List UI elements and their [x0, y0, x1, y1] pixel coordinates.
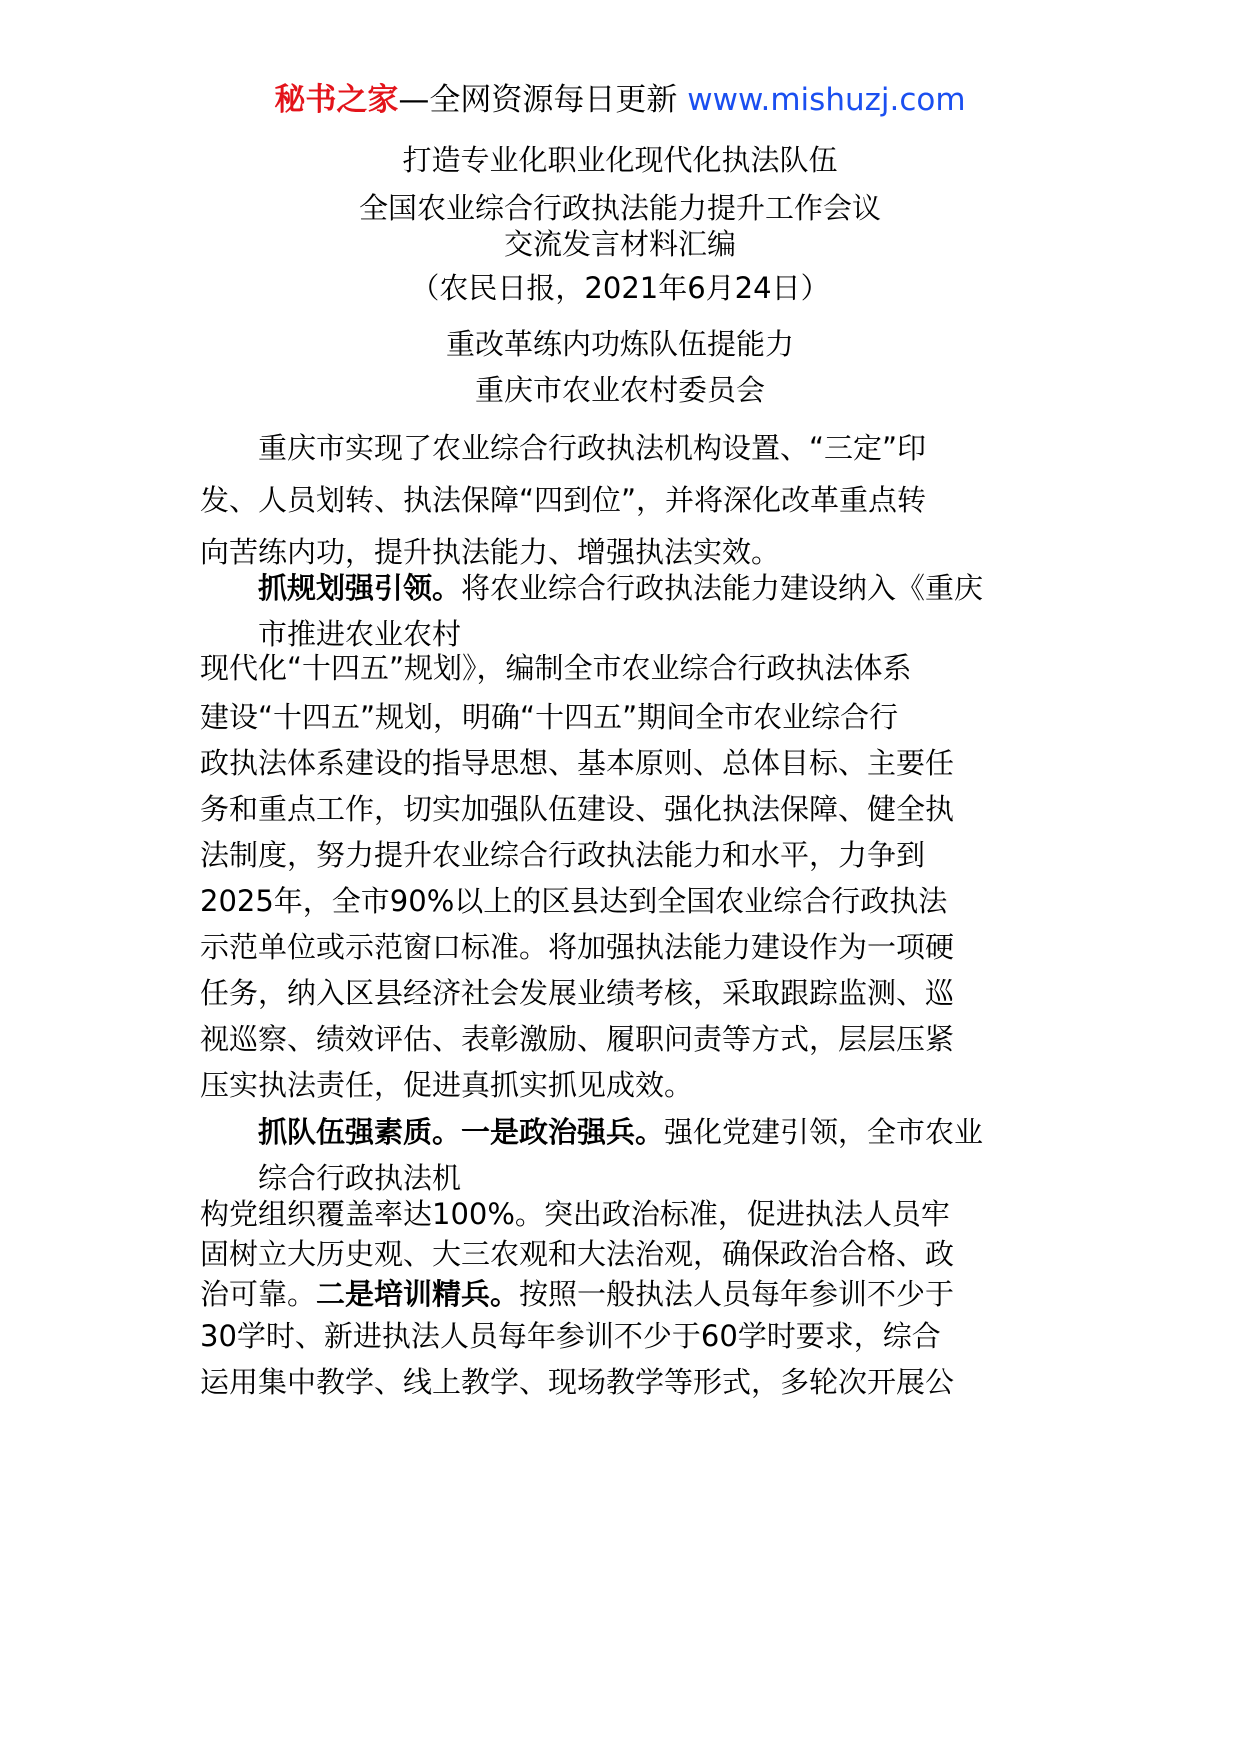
section-author: 重庆市农业农村委员会	[474, 373, 765, 407]
text-segment: 按照一般执法人员每年参训不少于	[519, 1277, 955, 1311]
text-line: 现代化“十四五”规划》，编制全市农业综合行政执法体系	[200, 651, 912, 685]
doc-source-line: （农民日报，2021年6月24日）	[410, 271, 830, 305]
site-tagline: —全网资源每日更新	[398, 82, 678, 118]
text-line	[200, 562, 1070, 614]
text-line: 重庆市实现了农业综合行政执法机构设置、“三定”印	[258, 431, 927, 465]
site-url-link[interactable]: www.mishuzj.com	[687, 82, 966, 118]
site-banner	[0, 80, 1240, 120]
text-line	[200, 1106, 1070, 1158]
doc-title-line-3: 交流发言材料汇编	[503, 227, 736, 261]
text-line: 政执法体系建设的指导思想、基本原则、总体目标、主要任	[200, 746, 955, 780]
text-line: 务和重点工作，切实加强队伍建设、强化执法保障、健全执	[200, 792, 955, 826]
paragraph-team	[200, 1106, 1070, 1198]
text-line: 向苦练内功，提升执法能力、增强执法实效。	[200, 535, 781, 569]
text-line: 运用集中教学、线上教学、现场教学等形式，多轮次开展公	[200, 1365, 955, 1399]
text-line: 市推进农业农村	[258, 617, 462, 651]
sub-heading: 一是政治强兵。	[461, 1115, 665, 1149]
text-line: 综合行政执法机	[258, 1161, 462, 1195]
text-line: 任务，纳入区县经济社会发展业绩考核，采取跟踪监测、巡	[200, 976, 955, 1010]
paragraph-planning-cont	[200, 642, 1070, 1108]
text-line: 示范单位或示范窗口标准。将加强执法能力建设作为一项硬	[200, 930, 955, 964]
text-line: 30学时、新进执法人员每年参训不少于60学时要求，综合	[200, 1319, 941, 1353]
text-line: 发、人员划转、执法保障“四到位”，并将深化改革重点转	[200, 483, 927, 517]
doc-title-line-2: 全国农业综合行政执法能力提升工作会议	[358, 191, 881, 225]
section-title: 重改革练内功炼队伍提能力	[445, 327, 794, 361]
paragraph-planning	[200, 562, 1070, 654]
text-line: 视巡察、绩效评估、表彰激励、履职问责等方式，层层压紧	[200, 1022, 955, 1056]
text-line: 固树立大历史观、大三农观和大法治观，确保政治合格、政	[200, 1237, 955, 1271]
site-brand: 秘书之家	[274, 82, 399, 118]
text-segment: 治可靠。	[200, 1277, 317, 1311]
text-line	[200, 1274, 1070, 1314]
text-segment: 强化党建引领，全市农业	[664, 1115, 984, 1149]
paragraph-heading: 抓规划强引领。	[258, 571, 462, 605]
paragraph-intro	[200, 422, 1070, 578]
text-line: 建设“十四五”规划，明确“十四五”期间全市农业综合行	[200, 700, 899, 734]
text-line: 法制度，努力提升农业综合行政执法能力和水平，力争到	[200, 838, 926, 872]
text-line: 构党组织覆盖率达100%。突出政治标准，促进执法人员牢	[200, 1197, 950, 1231]
paragraph-team-cont	[200, 1194, 1070, 1406]
text-line: 压实执法责任，促进真抓实抓见成效。	[200, 1068, 694, 1102]
paragraph-heading: 抓队伍强素质。	[258, 1115, 462, 1149]
text-segment: 将农业综合行政执法能力建设纳入《重庆	[461, 571, 984, 605]
text-line: 2025年，全市90%以上的区县达到全国农业综合行政执法	[200, 884, 948, 918]
doc-title-line-1: 打造专业化职业化现代化执法队伍	[402, 143, 838, 177]
sub-heading: 二是培训精兵。	[316, 1277, 520, 1311]
